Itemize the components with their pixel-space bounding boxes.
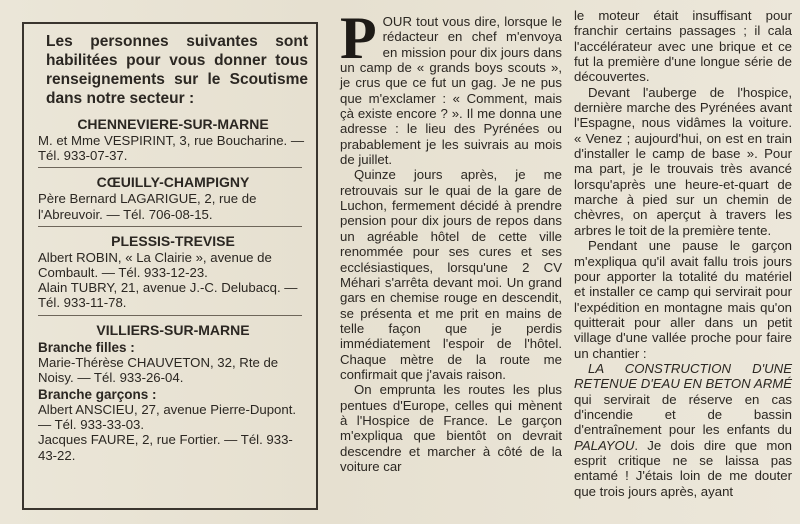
contact-entry: Marie-Thérèse CHAUVETON, 32, Rte de Noisy. — Tél. 933-26-04. [38, 354, 279, 385]
place-name: PALAYOU [574, 437, 635, 453]
paragraph-text: OUR tout vous dire, lorsque le rédacteur en chef m'envoya en mission pour dix jours dans un camp de « grands boys scouts », je crus que ce fut un gag. Je ne pus que m'exclamer : « Comment, mais çà existe encore ? ». Il me donna une adresse : le lieu des Pyrénées ou prabablement je les suivrais au mois de juillet. [340, 14, 562, 168]
article-paragraph: Quinze jours après, je me retrouvais sur le quai de la gare de Luchon, fermement décidé à prendre pension pour dix jours de repos dans un agréable hôtel de cette ville renommée pour ses cures et ses ecclésiastiques, lorsqu'une 2 CV Méhari s'arrêta devant moi. Un grand gars en chemise rouge en descendit, se présenta et me prit en mains de telle façon que je perdis immédiatement l'espoir de l'hôtel. Chaque mètre de la route me confirmait que j'avais raison. [340, 167, 562, 382]
paragraph-text: . Je dois dire que mon esprit critique ne se laissa pas entamé ! J'étais loin de me douter que trois jours après, ayant [574, 437, 792, 499]
project-title: LA CONSTRUCTION D'UNE RETENUE D'EAU EN BETON ARMÉ [574, 360, 792, 392]
article-column-1 [340, 5, 562, 474]
paragraph-text: qui servirait de réserve en cas d'incendie et de bassin d'entraînement pour les enfants du [574, 391, 792, 438]
article-paragraph: le moteur était insuffisant pour franchir certains passages ; il cala l'accélérateur avec une brique et ce fut la première d'une longue série de découvertes. [574, 8, 792, 85]
section-heading-coeuilly: CŒUILLY-CHAMPIGNY [96, 174, 250, 191]
article-paragraph [574, 361, 792, 499]
section-heading-villiers: VILLIERS-SUR-MARNE [96, 321, 250, 338]
branch-girls-heading: Branche filles : [38, 339, 135, 355]
article-paragraph [340, 5, 562, 168]
contact-entry: Albert ANSCIEU, 27, avenue Pierre-Dupont. — Tél. 933-33-03. [38, 402, 297, 433]
article-paragraph: On emprunta les routes les plus pentues d'Europe, celles qui mènent à l'Hospice de France. Le garçon m'expliqua que bientôt on devrait descendre et marcher à côté de la voiture car [340, 382, 562, 474]
article-column-2 [574, 8, 792, 499]
article-paragraph: Pendant une pause le garçon m'expliqua qu'il avait fallu trois jours pour apporter la totalité du matériel et installer ce camp qui servirait pour l'expédition en montagne mais qu'on quitterait pour aller dans un petit village d'une vallée proche pour faire un chantier : [574, 238, 792, 361]
contact-entry: M. et Mme VESPIRINT, 3, rue Boucharine. — Tél. 933-07-37. [38, 133, 305, 164]
divider [38, 315, 302, 316]
section-heading-plessis: PLESSIS-TREVISE [111, 232, 235, 249]
drop-cap: P [340, 5, 377, 71]
section-heading-chenneviere: CHENNEVIERE-SUR-MARNE [77, 116, 269, 132]
contacts-box [22, 22, 318, 510]
contact-entry: Albert ROBIN, « La Clairie », avenue de Combault. — Tél. 933-12-23. [38, 249, 272, 281]
divider [38, 226, 302, 227]
article-paragraph: Devant l'auberge de l'hospice, dernière marche des Pyrénées avant l'Espagne, nous vidâmes la voiture. « Venez ; aujourd'hui, on est en train d'installer le camp de base ». Pour ma part, je le trouvais très avancé lorsqu'après une heure-et-quart de marche à pied sur un chemin de chèvres, on aperçut à travers les arbres le toit de la première tente. [574, 84, 792, 238]
branch-boys-heading: Branche garçons : [38, 387, 157, 403]
contact-entry: Alain TUBRY, 21, avenue J.-C. Delubacq. — Tél. 933-11-78. [38, 280, 298, 311]
divider [38, 167, 302, 168]
contacts-intro: Les personnes suivantes sont habilitées pour vous donner tous renseignements sur le Scoutisme dans notre secteur : [46, 33, 308, 107]
contact-entry: Jacques FAURE, 2, rue Fortier. — Tél. 933-43-22. [38, 432, 293, 463]
contact-entry: Père Bernard LAGARIGUE, 2, rue de l'Abreuvoir. — Tél. 706-08-15. [38, 191, 257, 222]
